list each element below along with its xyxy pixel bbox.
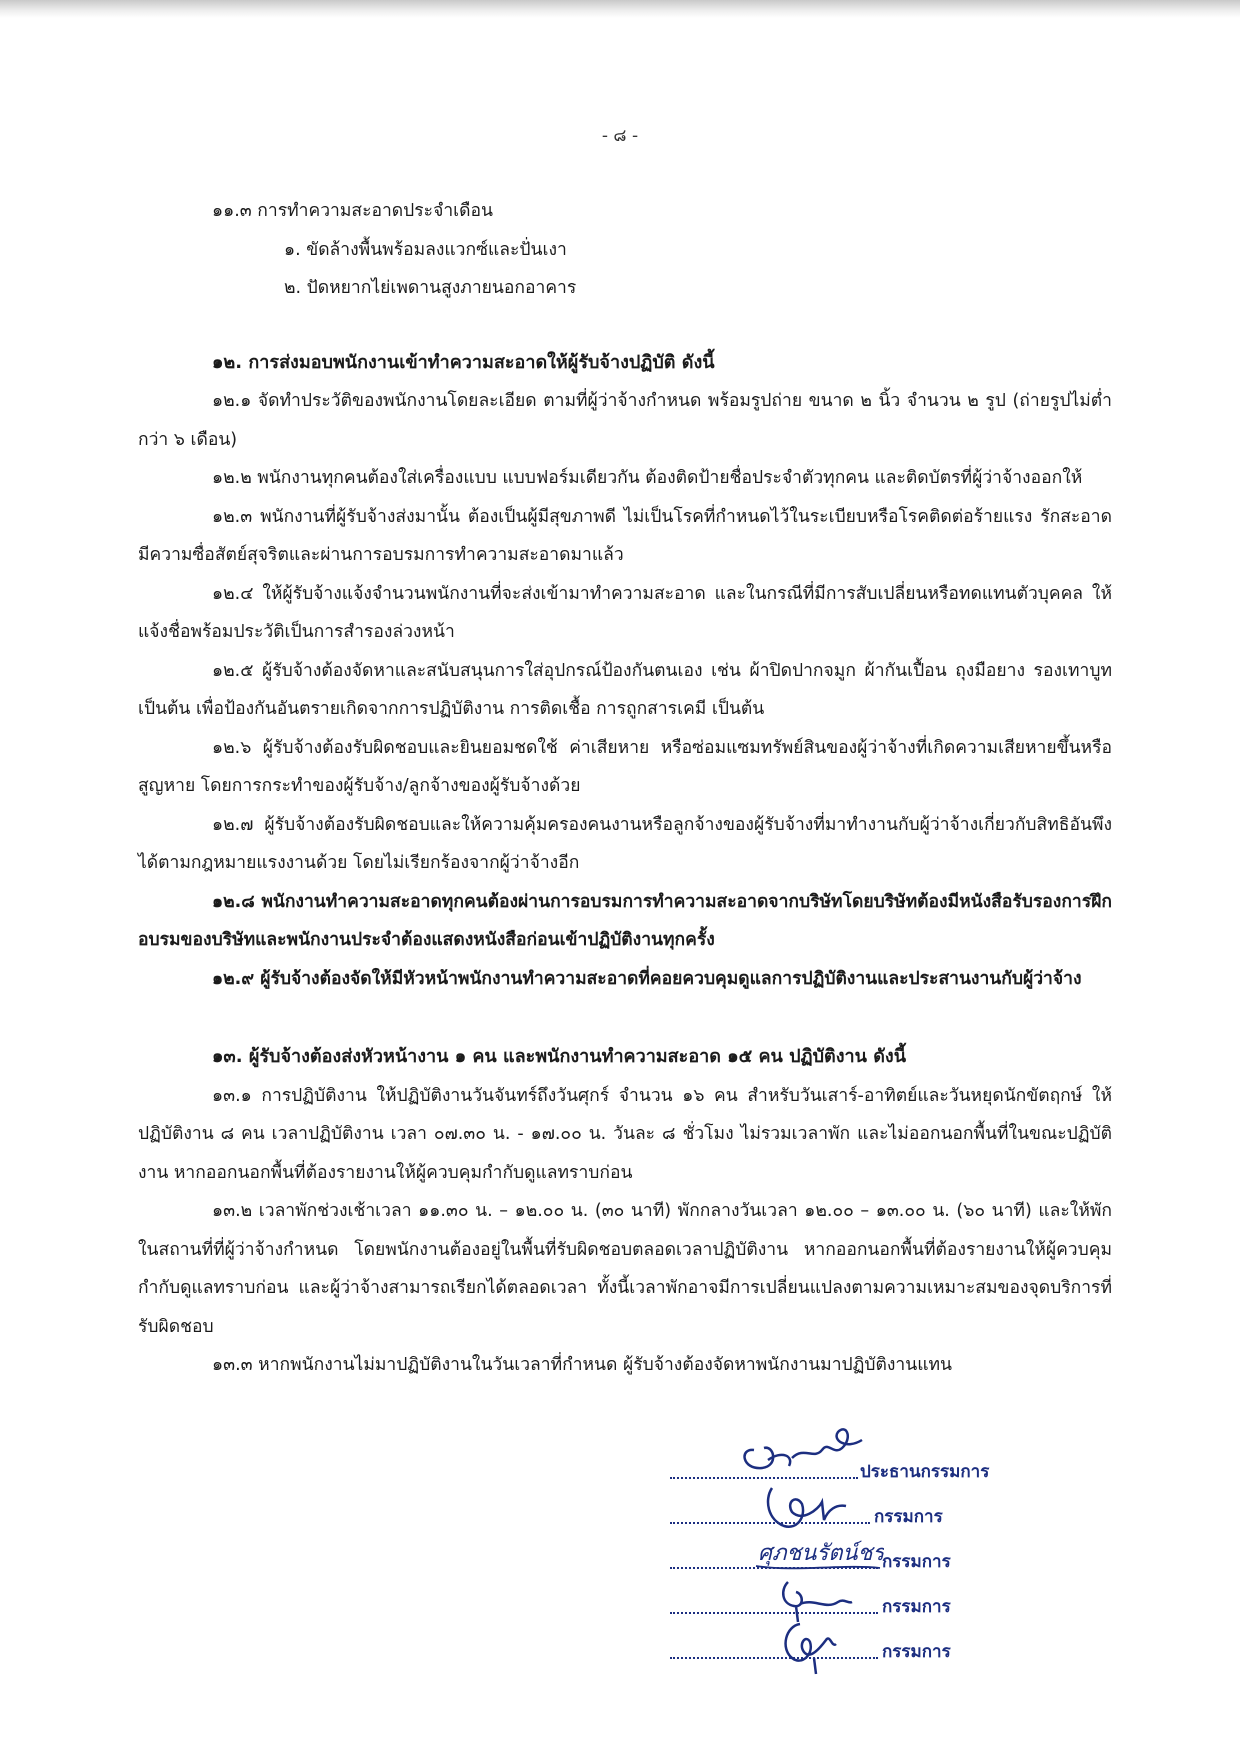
signature-role: กรรมการ [882,1552,951,1572]
signature-block [670,1440,1030,1665]
section-13-3: ๑๓.๓ หากพนักงานไม่มาปฏิบัติงานในวันเวลาที่กำหนด ผู้รับจ้างต้องจัดหาพนักงานมาปฏิบัติงานแทน [212,1355,952,1375]
list-item: ๑. ขัดล้างพื้นพร้อมลงแวกซ์และปั่นเงา [284,239,567,260]
section-12-8: ๑๒.๘ พนักงานทำความสะอาดทุกคนต้องผ่านการอบรมการทำความสะอาดจากบริษัทโดยบริษัทต้องมีหนังสือรับรองการฝึกอบรมของบริษัทและพนักงานประจำต้องแสดงหนังสือก่อนเข้าปฏิบัติงานทุกครั้ง [138,891,1112,950]
signature-row [670,1485,1030,1530]
section-12-6: ๑๒.๖ ผู้รับจ้างต้องรับผิดชอบและยินยอมชดใช้ ค่าเสียหาย หรือซ่อมแซมทรัพย์สินของผู้ว่าจ้างที่เกิดความเสียหายขึ้นหรือสูญหาย โดยการกระทำของผู้รับจ้าง/ลูกจ้างของผู้รับจ้างด้วย [138,737,1112,796]
list-item: ๒. ปัดหยากไย่เพดานสูงภายนอกอาคาร [284,278,577,298]
section-12-2: ๑๒.๒ พนักงานทุกคนต้องใส่เครื่องแบบ แบบฟอร์มเดียวกัน ต้องติดป้ายชื่อประจำตัวทุกคน และติดบัตรที่ผู้ว่าจ้างออกให้ [212,468,1083,488]
document-body [138,192,1112,1385]
section-12-9: ๑๒.๙ ผู้รับจ้างต้องจัดให้มีหัวหน้าพนักงานทำความสะอาดที่คอยควบคุมดูแลการปฏิบัติงานและประสานงานกับผู้ว่าจ้าง [212,968,1082,989]
section-12-7: ๑๒.๗ ผู้รับจ้างต้องรับผิดชอบและให้ความคุ้มครองคนงานหรือลูกจ้างของผู้รับจ้างที่มาทำงานกับผู้ว่าจ้างเกี่ยวกับสิทธิอันพึงได้ตามกฎหมายแรงงานด้วย โดยไม่เรียกร้องจากผู้ว่าจ้างอีก [138,814,1112,873]
section-12-3: ๑๒.๓ พนักงานที่ผู้รับจ้างส่งมานั้น ต้องเป็นผู้มีสุขภาพดี ไม่เป็นโรคที่กำหนดไว้ในระเบียบหรือโรคติดต่อร้ายแรง รักสะอาด มีความซื่อสัตย์สุจริตและผ่านการอบรมการทำความสะอาดมาแล้ว [138,506,1112,565]
page-number: - ๘ - [601,126,639,146]
signature-row [670,1440,1030,1485]
section-13-heading: ๑๓. ผู้รับจ้างต้องส่งหัวหน้างาน ๑ คน และพนักงานทำความสะอาด ๑๕ คน ปฏิบัติงาน ดังนี้ [212,1046,907,1067]
section-12-5: ๑๒.๕ ผู้รับจ้างต้องจัดหาและสนับสนุนการใส่อุปกรณ์ป้องกันตนเอง เช่น ผ้าปิดปากจมูก ผ้ากันเปื้อน ถุงมือยาง รองเทาบูท เป็นต้น เพื่อป้องกันอันตรายเกิดจากการปฏิบัติงาน การติดเชื้อ การถูกสารเคมี เป็นต้น [138,660,1112,719]
section-13-1: ๑๓.๑ การปฏิบัติงาน ให้ปฏิบัติงานวันจันทร์ถึงวันศุกร์ จำนวน ๑๖ คน สำหรับวันเสาร์-อาทิตย์และวันหยุดนักขัตฤกษ์ ให้ปฏิบัติงาน ๘ คน เวลาปฏิบัติงาน เวลา ๐๗.๓๐ น. - ๑๗.๐๐ น. วันละ ๘ ชั่วโมง ไม่รวมเวลาพัก และไม่ออกนอกพื้นที่ในขณะปฏิบัติงาน หากออกนอกพื้นที่ต้องรายงานให้ผู้ควบคุมกำกับดูแลทราบก่อน [138,1085,1112,1183]
section-11-3-heading: ๑๑.๓ การทำความสะอาดประจำเดือน [212,201,493,221]
section-12-4: ๑๒.๔ ให้ผู้รับจ้างแจ้งจำนวนพนักงานที่จะส่งเข้ามาทำความสะอาด และในกรณีที่มีการสับเปลี่ยนหรือทดแทนตัวบุคคล ให้แจ้งชื่อพร้อมประวัติเป็นการสำรองล่วงหน้า [138,583,1112,642]
scan-edge-shadow [0,0,1240,18]
signature-handwritten-text: ศุภชนรัตน์ชร [758,1541,884,1566]
signature-role: กรรมการ [874,1507,943,1527]
signature-role: กรรมการ [882,1642,951,1662]
signature-row [670,1620,1030,1665]
signature-row [670,1530,1030,1575]
signature-role: กรรมการ [882,1597,951,1617]
signature-row [670,1575,1030,1620]
section-12-1: ๑๒.๑ จัดทำประวัติของพนักงานโดยละเอียด ตามที่ผู้ว่าจ้างกำหนด พร้อมรูปถ่าย ขนาด ๒ นิ้ว จำนวน ๒ รูป (ถ่ายรูปไม่ต่ำกว่า ๖ เดือน) [138,391,1112,450]
signature-role: ประธานกรรมการ [860,1462,990,1482]
section-13-2: ๑๓.๒ เวลาพักช่วงเช้าเวลา ๑๑.๓๐ น. – ๑๒.๐๐ น. (๓๐ นาที) พักกลางวันเวลา ๑๒.๐๐ – ๑๓.๐๐ น. (๖๐ นาที) และให้พักในสถานที่ที่ผู้ว่าจ้างกำหนด โดยพนักงานต้องอยู่ในพื้นที่รับผิดชอบตลอดเวลาปฏิบัติงาน หากออกนอกพื้นที่ต้องรายงานให้ผู้ควบคุมกำกับดูแลทราบก่อน และผู้ว่าจ้างสามารถเรียกได้ตลอดเวลา ทั้งนี้เวลาพักอาจมีการเปลี่ยนแปลงตามความเหมาะสมของจุดบริการที่รับผิดชอบ [138,1201,1112,1337]
section-12-heading: ๑๒. การส่งมอบพนักงานเข้าทำความสะอาดให้ผู้รับจ้างปฏิบัติ ดังนี้ [212,351,715,373]
